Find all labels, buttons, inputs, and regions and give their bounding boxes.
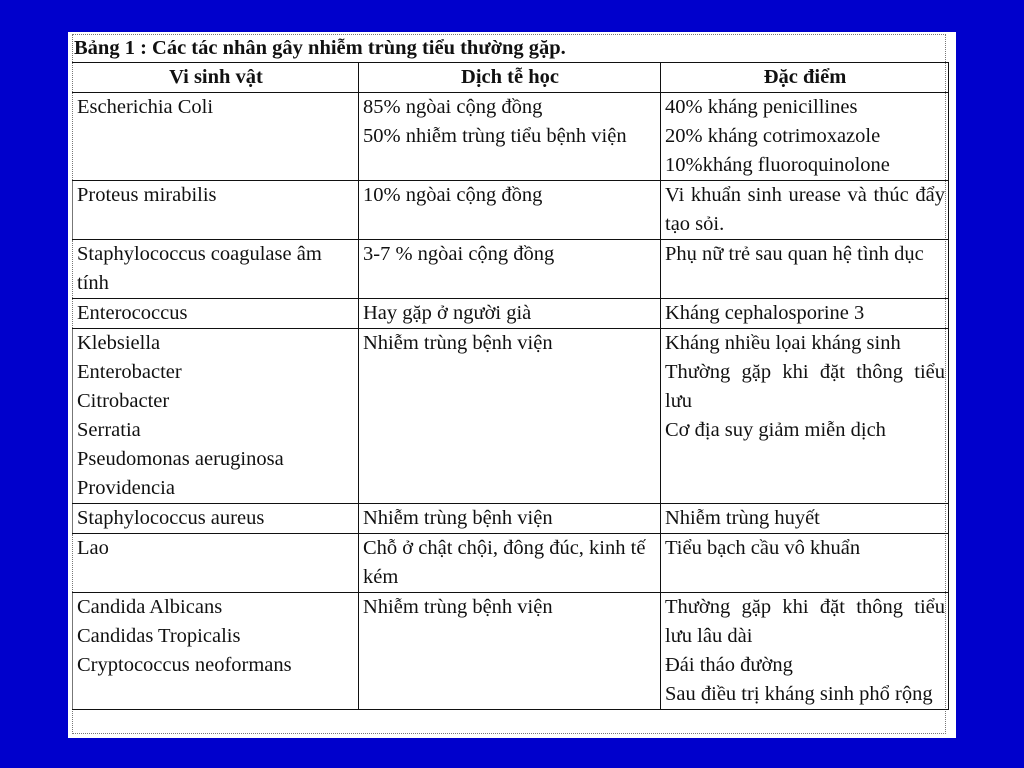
cell-line: Candida Albicans (77, 596, 223, 618)
epidemiology-cell (359, 240, 661, 299)
table-body (73, 93, 949, 710)
epidemiology-cell (359, 329, 661, 504)
epidemiology-cell (359, 181, 661, 240)
cell-line: Sau điều trị kháng sinh phổ rộng (665, 683, 933, 705)
header-epidemiology: Dịch tễ học (359, 63, 661, 93)
epidemiology-cell (359, 93, 661, 181)
cell-line: Vi khuẩn sinh urease và thúc đẩy tạo sỏi. (665, 184, 945, 235)
cell-line: Thường gặp khi đặt thông tiểu lưu lâu dài (665, 596, 945, 647)
features-cell (661, 534, 949, 593)
features-cell (661, 93, 949, 181)
cell-line: Enterobacter (77, 361, 182, 383)
table-row (73, 534, 949, 593)
cell-line: Cryptococcus neoformans (77, 654, 292, 676)
cell-line: Citrobacter (77, 390, 170, 412)
cell-line: 10%kháng fluoroquinolone (665, 154, 890, 176)
slide-sheet (68, 32, 956, 738)
cell-line: 85% ngòai cộng đồng (363, 96, 543, 118)
table-row (73, 329, 949, 504)
cell-line: Nhiễm trùng bệnh viện (363, 332, 553, 354)
table-row (73, 181, 949, 240)
organism-cell (73, 329, 359, 504)
cell-line: Cơ địa suy giảm miễn dịch (665, 419, 886, 441)
organism-cell (73, 534, 359, 593)
cell-line: Phụ nữ trẻ sau quan hệ tình dục (665, 243, 924, 265)
table-caption: Bảng 1 : Các tác nhân gây nhiễm trùng tiểu thường gặp. (74, 37, 566, 59)
epidemiology-cell (359, 534, 661, 593)
cell-line: Chỗ ở chật chội, đông đúc, kinh tế kém (363, 537, 646, 588)
pathogen-table (72, 62, 949, 710)
cell-line: Nhiễm trùng bệnh viện (363, 507, 553, 529)
cell-line: Thường gặp khi đặt thông tiểu lưu (665, 361, 945, 412)
organism-cell (73, 93, 359, 181)
cell-line: Klebsiella (77, 332, 161, 354)
features-cell (661, 181, 949, 240)
table-row (73, 299, 949, 329)
features-cell (661, 504, 949, 534)
table-row (73, 93, 949, 181)
organism-cell (73, 181, 359, 240)
cell-line: Kháng cephalosporine 3 (665, 302, 865, 324)
cell-line: Tiểu bạch cầu vô khuẩn (665, 537, 861, 559)
cell-line: Nhiễm trùng bệnh viện (363, 596, 553, 618)
cell-line: Escherichia Coli (77, 96, 214, 118)
header-features: Đặc điểm (661, 63, 949, 93)
cell-line: Serratia (77, 419, 141, 441)
cell-line: Staphylococcus coagulase âm tính (77, 243, 322, 294)
organism-cell (73, 240, 359, 299)
cell-line: Pseudomonas aeruginosa (77, 448, 284, 470)
cell-line: Hay gặp ở người già (363, 302, 532, 324)
cell-line: 40% kháng penicillines (665, 96, 858, 118)
table-row (73, 240, 949, 299)
epidemiology-cell (359, 593, 661, 710)
features-cell (661, 240, 949, 299)
header-row (73, 63, 949, 93)
table-row (73, 593, 949, 710)
header-organism: Vi sinh vật (73, 63, 359, 93)
cell-line: 10% ngòai cộng đồng (363, 184, 543, 206)
cell-line: Staphylococcus aureus (77, 507, 265, 529)
cell-line: 20% kháng cotrimoxazole (665, 125, 881, 147)
cell-line: Proteus mirabilis (77, 184, 217, 206)
cell-line: Providencia (77, 477, 175, 499)
cell-line: 50% nhiễm trùng tiểu bệnh viện (363, 125, 627, 147)
epidemiology-cell (359, 504, 661, 534)
features-cell (661, 329, 949, 504)
organism-cell (73, 299, 359, 329)
cell-line: Nhiễm trùng huyết (665, 507, 820, 529)
table-row (73, 504, 949, 534)
organism-cell (73, 593, 359, 710)
cell-line: Enterococcus (77, 302, 188, 324)
cell-line: Lao (77, 537, 109, 559)
cell-line: Đái tháo đường (665, 654, 793, 676)
features-cell (661, 299, 949, 329)
organism-cell (73, 504, 359, 534)
cell-line: Kháng nhiều lọai kháng sinh (665, 332, 901, 354)
cell-line: Candidas Tropicalis (77, 625, 241, 647)
cell-line: 3-7 % ngòai cộng đồng (363, 243, 555, 265)
features-cell (661, 593, 949, 710)
epidemiology-cell (359, 299, 661, 329)
